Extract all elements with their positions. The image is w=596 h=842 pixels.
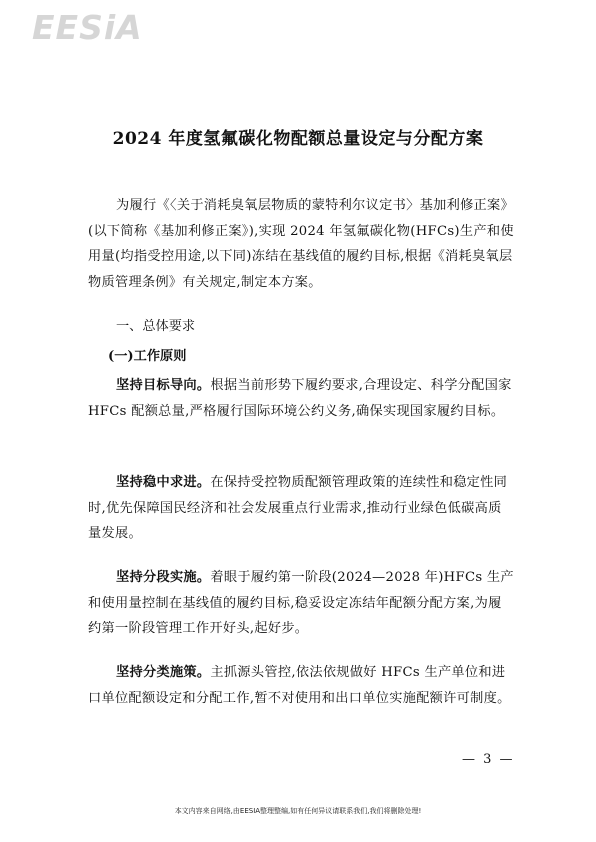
principle-body: 在保持受控物质配额管理政策的连续性和稳定性同时,优先保障国民经济和社会发展重点行业需求,推动行业绿色低碳高质量发展。 (88, 475, 508, 542)
document-title: 2024 年度氢氟碳化物配额总量设定与分配方案 (112, 129, 484, 149)
principle-paragraph-classified-policy (88, 660, 514, 711)
principle-lead: 坚持目标导向。 (116, 378, 211, 393)
principle-lead: 坚持稳中求进。 (116, 475, 211, 490)
principle-lead: 坚持分类施策。 (116, 665, 211, 680)
footer-notice: 本文内容来自网络,由EESIA整理整编,如有任何异议请联系我们,我们将删除处理! (174, 807, 422, 815)
principle-paragraph-stable-progress (88, 470, 514, 547)
page-number: — 3 — (462, 752, 515, 767)
eesia-logo: EESiA (32, 8, 143, 47)
intro-paragraph (88, 193, 514, 295)
principle-body: 主抓源头管控,依法依规做好 HFCs 生产单位和进口单位配额设定和分配工作,暂不对使用和出口单位实施配额许可制度。 (88, 665, 511, 706)
subsection-heading-work-principles: (一)工作原则 (108, 349, 187, 364)
intro-text: 为履行《〈关于消耗臭氧层物质的蒙特利尔议定书〉基加利修正案》(以下简称《基加利修正案》),实现 2024 年氢氟碳化物(HFCs)生产和使用量(均指受控用途,以下同)冻结在基线值的履约目标,根据《消耗臭氧层物质管理条例》有关规定,制定本方案。 (88, 198, 514, 290)
section-heading-general-requirements: 一、总体要求 (116, 319, 196, 334)
principle-body: 根据当前形势下履约要求,合理设定、科学分配国家 HFCs 配额总量,严格履行国际环境公约义务,确保实现国家履约目标。 (88, 378, 512, 419)
principle-lead: 坚持分段实施。 (116, 570, 211, 585)
principle-body: 着眼于履约第一阶段(2024—2028 年)HFCs 生产和使用量控制在基线值的履约目标,稳妥设定冻结年配额分配方案,为履约第一阶段管理工作开好头,起好步。 (88, 570, 514, 637)
principle-paragraph-phased-implementation (88, 565, 514, 642)
principle-paragraph-goal-oriented (88, 373, 514, 424)
